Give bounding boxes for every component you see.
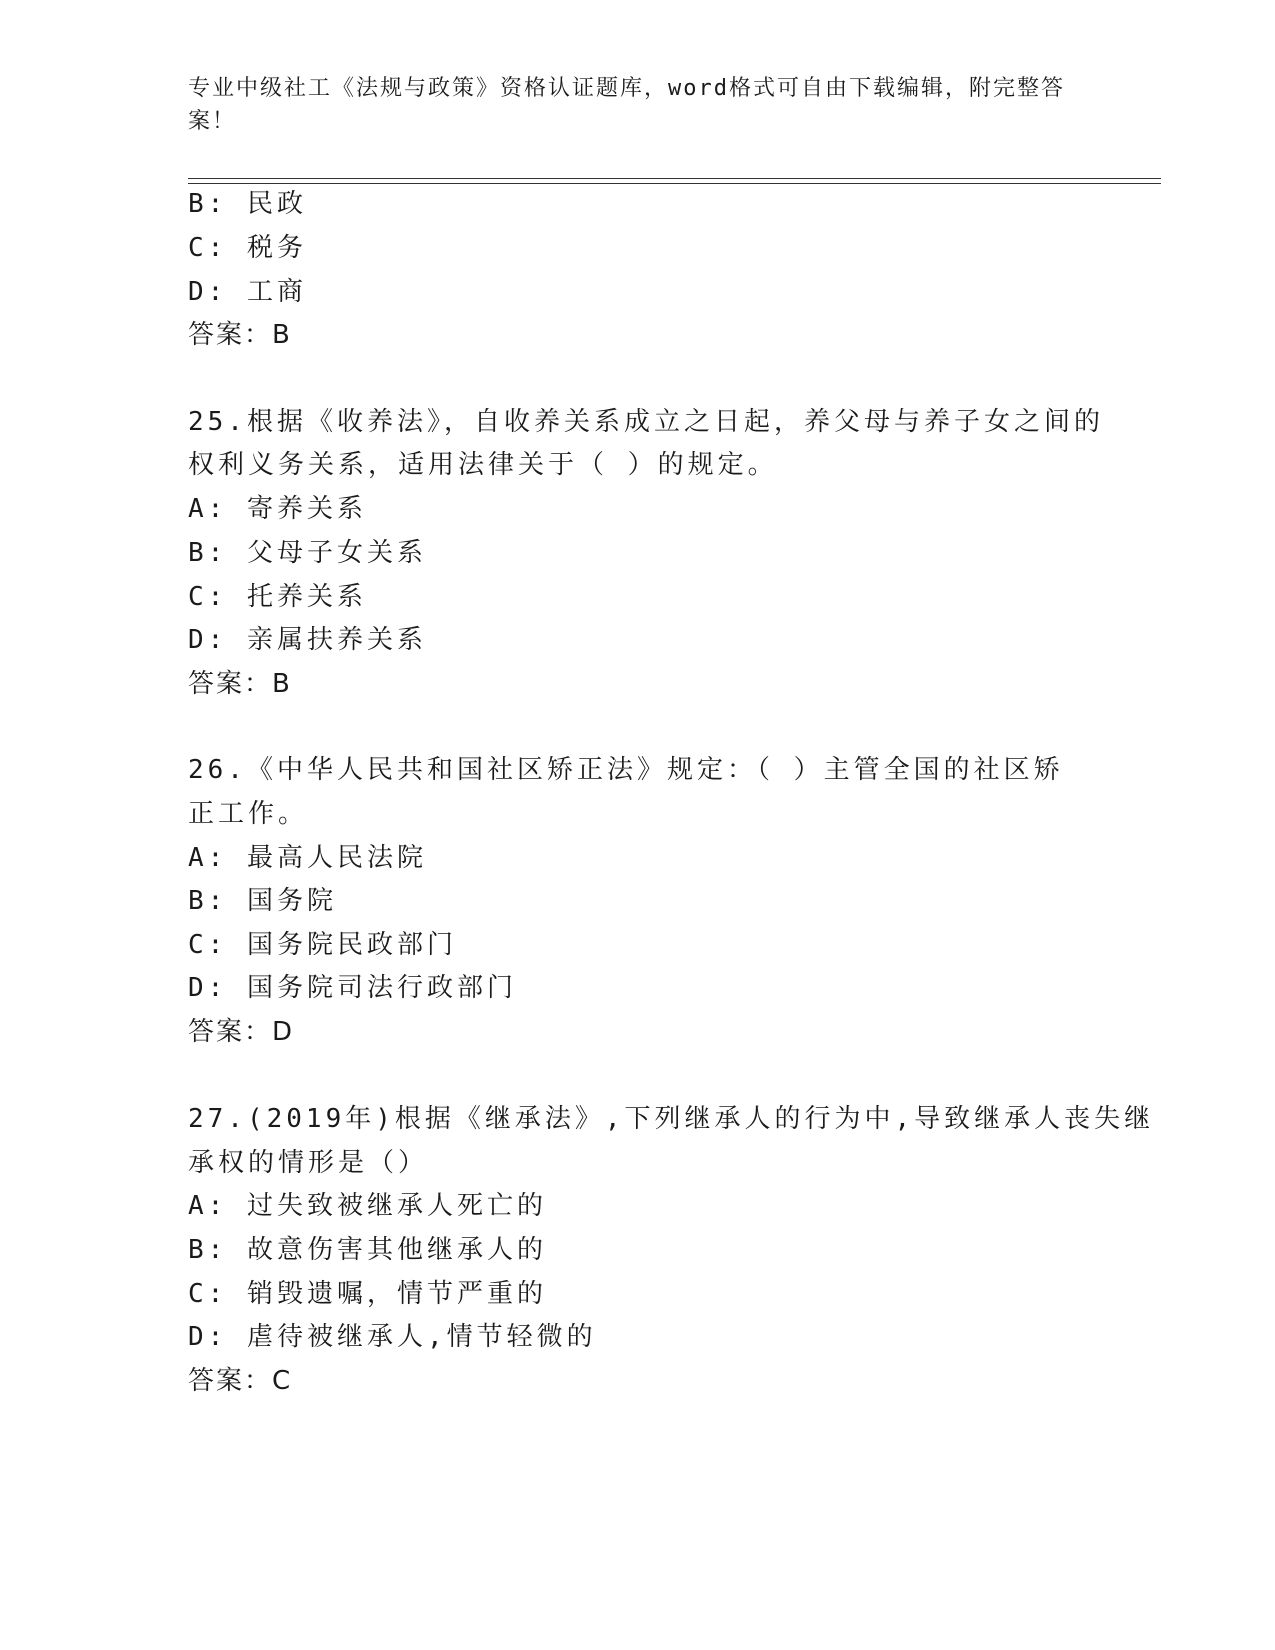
- question-stem: 承权的情形是（）: [188, 1148, 429, 1178]
- question-stem: 权利义务关系，适用法律关于（ ）的规定。: [188, 450, 778, 480]
- option-line: A: 最高人民法院: [188, 843, 427, 873]
- question-stem: 25.根据《收养法》，自收养关系成立之日起，养父母与养子女之间的: [188, 407, 1104, 437]
- option-line: A: 寄养关系: [188, 494, 367, 524]
- option-line: B: 民政: [188, 189, 307, 219]
- option-line: D: 工商: [188, 277, 307, 307]
- answer-line: 答案：D: [188, 1017, 295, 1047]
- option-line: C: 托养关系: [188, 582, 367, 612]
- answer-line: 答案：B: [188, 669, 292, 699]
- option-line: B: 故意伤害其他继承人的: [188, 1235, 547, 1265]
- option-line: D: 国务院司法行政部门: [188, 973, 517, 1003]
- option-line: C: 销毁遗嘱，情节严重的: [188, 1279, 547, 1309]
- header-rule-top: [188, 178, 1161, 179]
- option-line: B: 国务院: [188, 886, 337, 916]
- answer-line: 答案：C: [188, 1366, 293, 1396]
- option-line: C: 税务: [188, 233, 307, 263]
- header-rule-bottom: [188, 183, 1161, 184]
- question-stem: 正工作。: [188, 799, 309, 829]
- question-stem: 27.(2019年)根据《继承法》,下列继承人的行为中,导致继承人丧失继: [188, 1104, 1155, 1134]
- option-line: D: 虐待被继承人,情节轻微的: [188, 1322, 597, 1352]
- option-line: D: 亲属扶养关系: [188, 625, 427, 655]
- answer-line: 答案：B: [188, 320, 292, 350]
- option-line: C: 国务院民政部门: [188, 930, 457, 960]
- question-stem: 26.《中华人民共和国社区矫正法》规定：（ ）主管全国的社区矫: [188, 755, 1064, 785]
- document-header: 专业中级社工《法规与政策》资格认证题库，word格式可自由下载编辑，附完整答案！: [188, 76, 1065, 134]
- option-line: A: 过失致被继承人死亡的: [188, 1191, 547, 1221]
- option-line: B: 父母子女关系: [188, 538, 427, 568]
